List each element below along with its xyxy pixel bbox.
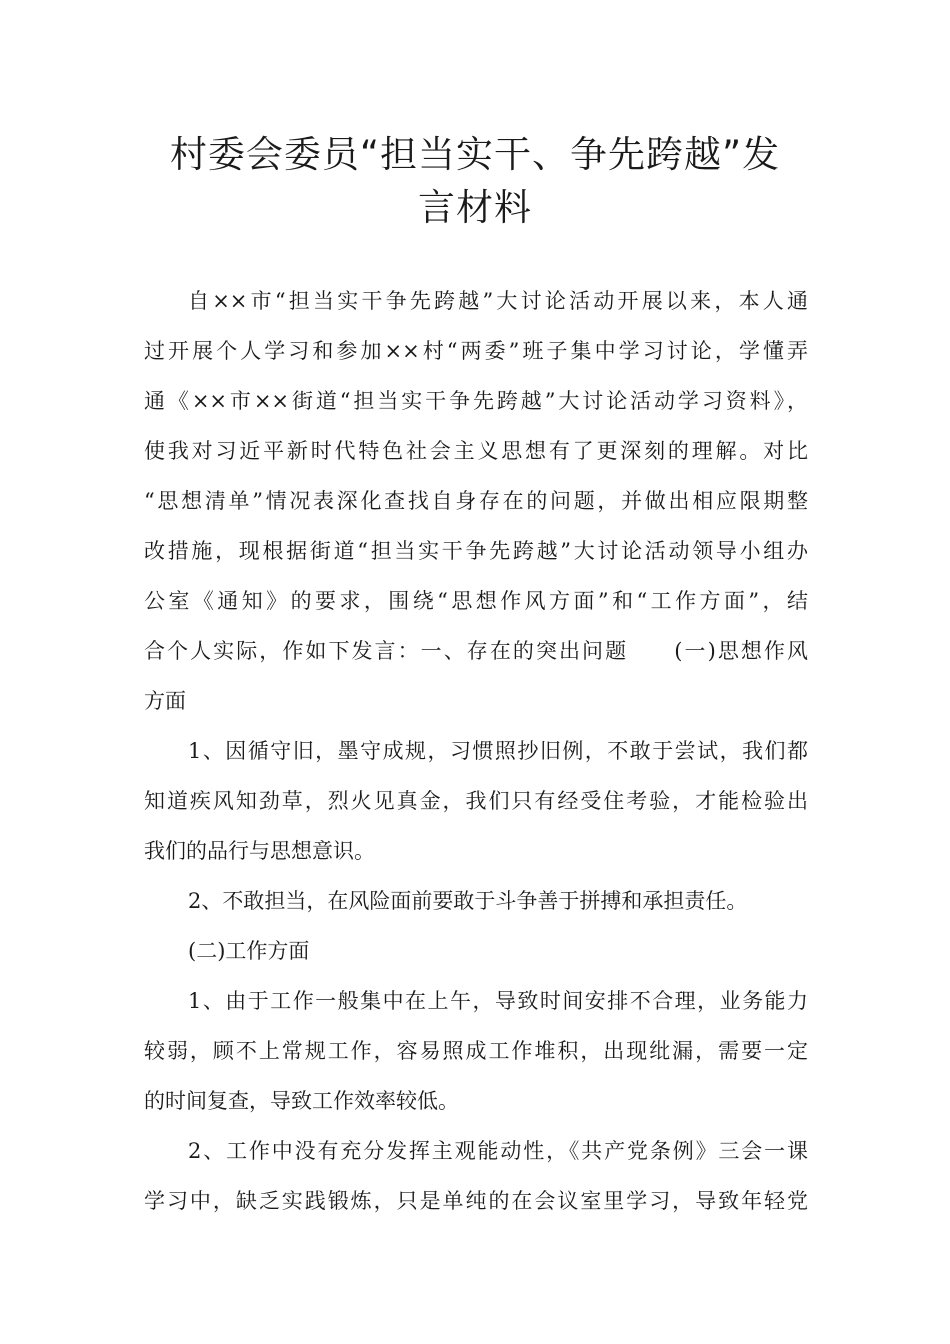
- paragraph-line: 使我对习近平新时代特色社会主义思想有了更深刻的理解。对比: [144, 439, 808, 463]
- paragraph-line: 较弱，顾不上常规工作，容易照成工作堆积，出现纰漏，需要一定: [144, 1039, 808, 1063]
- document-title: [120, 128, 830, 234]
- paragraph-line: 的时间复查，导致工作效率较低。: [144, 1089, 459, 1113]
- title-line-1: 村委会委员“担当实干、争先跨越”发: [169, 133, 781, 176]
- paragraph-line: 通《××市××街道“担当实干争先跨越”大讨论活动学习资料》，: [144, 389, 808, 413]
- paragraph-line: 知道疾风知劲草，烈火见真金，我们只有经受住考验，才能检验出: [144, 789, 808, 813]
- paragraph-line: 自××市“担当实干争先跨越”大讨论活动开展以来，本人通: [188, 289, 808, 313]
- document-body: [144, 283, 808, 1233]
- paragraph-line: 合个人实际，作如下发言：一、存在的突出问题 (一)思想作风: [144, 639, 808, 663]
- paragraph-line: 改措施，现根据街道“担当实干争先跨越”大讨论活动领导小组办: [144, 539, 808, 563]
- paragraph-line: 2、工作中没有充分发挥主观能动性，《共产党条例》三会一课: [188, 1139, 808, 1163]
- paragraph-line: 学习中，缺乏实践锻炼，只是单纯的在会议室里学习，导致年轻党: [144, 1189, 808, 1213]
- paragraph-line: 方面: [144, 689, 186, 713]
- section-heading: (二)工作方面: [188, 939, 310, 963]
- paragraph-line: 2、不敢担当，在风险面前要敢于斗争善于拼搏和承担责任。: [188, 889, 748, 913]
- paragraph-line: 1、因循守旧，墨守成规，习惯照抄旧例，不敢于尝试，我们都: [188, 739, 808, 763]
- paragraph-line: 1、由于工作一般集中在上午，导致时间安排不合理，业务能力: [188, 989, 808, 1013]
- paragraph-line: 我们的品行与思想意识。: [144, 839, 375, 863]
- paragraph-line: 公室《通知》的要求，围绕“思想作风方面”和“工作方面”，结: [144, 589, 808, 613]
- paragraph-line: 过开展个人学习和参加××村“两委”班子集中学习讨论，学懂弄: [144, 339, 808, 363]
- title-line-2: 言材料: [418, 186, 532, 229]
- paragraph-line: “思想清单”情况表深化查找自身存在的问题，并做出相应限期整: [144, 489, 808, 513]
